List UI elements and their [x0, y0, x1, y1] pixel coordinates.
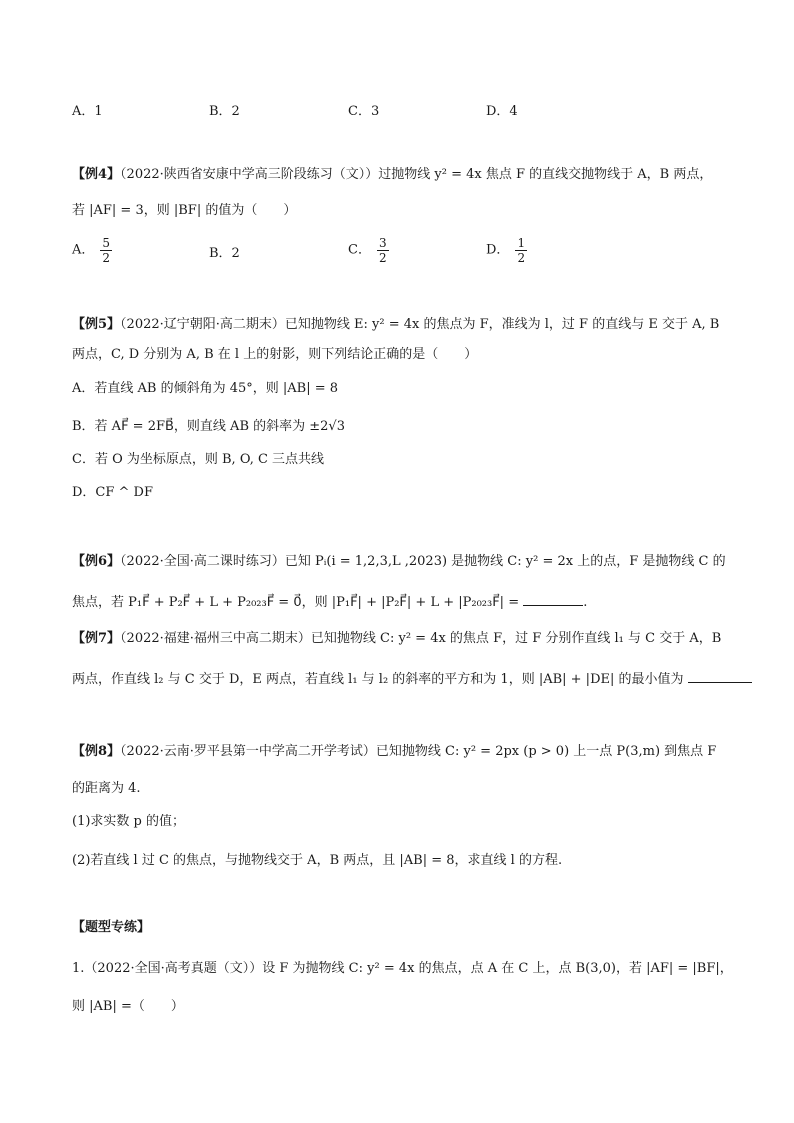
example-7-line-1 [72, 630, 721, 648]
example-8-tag: 【例8】 [72, 744, 121, 759]
example-5-line-2: 两点，C, D 分别为 A, B 在 l 上的射影，则下列结论正确的是（ ） [72, 347, 478, 362]
example-7-text-2: 两点，作直线 l₂ 与 C 交于 D，E 两点，若直线 l₁ 与 l₂ 的斜率的平方和为 1，则 |AB| + |DE| 的最小值为 [72, 672, 684, 687]
example-4-options [72, 236, 722, 272]
example-7-text-1: （2022·福建·福州三中高二期末）已知抛物线 C: y² = 4x 的焦点 F，过 F 分别作直线 l₁ 与 C 交于 A，B [120, 631, 722, 646]
example-8-part-2: (2)若直线 l 过 C 的焦点，与抛物线交于 A，B 两点，且 |AB| = 8，求直线 l 的方程. [72, 853, 563, 868]
fraction-1-2: $\frac{1}{2}$ [517, 236, 526, 265]
example-6-text-1: （2022·全国·高二课时练习）已知 Pᵢ(i = 1,2,3,L ,2023) 是抛物线 C: y² = 2x 上的点，F 是抛物线 C 的 [120, 554, 726, 569]
fraction-5-2: $\frac{5}{2}$ [102, 236, 111, 265]
example-4-option-c: C． $\frac{3}{2}$ [348, 236, 387, 265]
example-4-option-a: A． $\frac{5}{2}$ [72, 236, 111, 265]
example-4-text-1: （2022·陕西省安康中学高三阶段练习（文））过抛物线 y² = 4x 焦点 F 的直线交抛物线于 A，B 两点， [120, 167, 713, 182]
answer-blank[interactable] [523, 593, 583, 606]
example-8-line-1 [72, 743, 716, 761]
example-6-tag: 【例6】 [72, 554, 121, 569]
example-6-line-1 [72, 553, 726, 571]
example-5-option-a: A．若直线 AB 的倾斜角为 45°，则 |AB| = 8 [72, 381, 339, 396]
prev-question-options [72, 103, 722, 127]
example-8-text-1: （2022·云南·罗平县第一中学高二开学考试）已知抛物线 C: y² = 2px (p > 0) 上一点 P(3,m) 到焦点 F [120, 744, 717, 759]
fraction-3-2: $\frac{3}{2}$ [378, 236, 387, 265]
example-5-option-b: B．若 AF⃗ = 2FB⃗，则直线 AB 的斜率为 ±2√3 [72, 419, 345, 434]
example-5-option-d: D．CF ^ DF [72, 485, 153, 500]
example-4-option-d: D． $\frac{1}{2}$ [486, 236, 526, 265]
option-a: A．1 [72, 104, 103, 119]
option-d: D．4 [486, 104, 518, 119]
practice-heading: 【题型专练】 [72, 920, 151, 935]
example-6-text-2: 焦点，若 P₁F⃗ + P₂F⃗ + L + P₂₀₂₃F⃗ = 0⃗，则 |P₁F⃗| + |P₂F⃗| + L + |P₂₀₂₃F⃗| = [72, 595, 520, 610]
example-5-line-1 [72, 316, 719, 334]
example-4-line-2: 若 |AF| = 3，则 |BF| 的值为（ ） [72, 203, 297, 218]
option-c: C．3 [348, 104, 380, 119]
example-4-line-1 [72, 166, 712, 184]
example-8-line-2: 的距离为 4. [72, 781, 141, 796]
example-6-line-2: 焦点，若 P₁F⃗ + P₂F⃗ + L + P₂₀₂₃F⃗ = 0⃗，则 |P₁F⃗| + |P₂F⃗| + L + |P₂₀₂₃F⃗| = . [72, 595, 588, 610]
practice-q1-line-1: 1.（2022·全国·高考真题（文））设 F 为抛物线 C: y² = 4x 的焦点，点 A 在 C 上，点 B(3,0)，若 |AF| = |BF|， [72, 961, 733, 976]
example-5-tag: 【例5】 [72, 317, 121, 332]
example-5-option-c: C．若 O 为坐标原点，则 B, O, C 三点共线 [72, 452, 325, 467]
example-8-part-1: (1)求实数 p 的值； [72, 814, 186, 829]
example-4-option-b: B．2 [209, 246, 240, 261]
option-b: B．2 [209, 104, 240, 119]
example-7-line-2 [72, 670, 752, 689]
example-5-text-1: （2022·辽宁朝阳·高二期末）已知抛物线 E: y² = 4x 的焦点为 F，准线为 l，过 F 的直线与 E 交于 A, B [120, 317, 720, 332]
practice-q1-line-2: 则 |AB| =（ ） [72, 999, 184, 1014]
example-7-tag: 【例7】 [72, 631, 121, 646]
example-4-tag: 【例4】 [72, 167, 121, 182]
answer-blank[interactable] [688, 670, 752, 683]
